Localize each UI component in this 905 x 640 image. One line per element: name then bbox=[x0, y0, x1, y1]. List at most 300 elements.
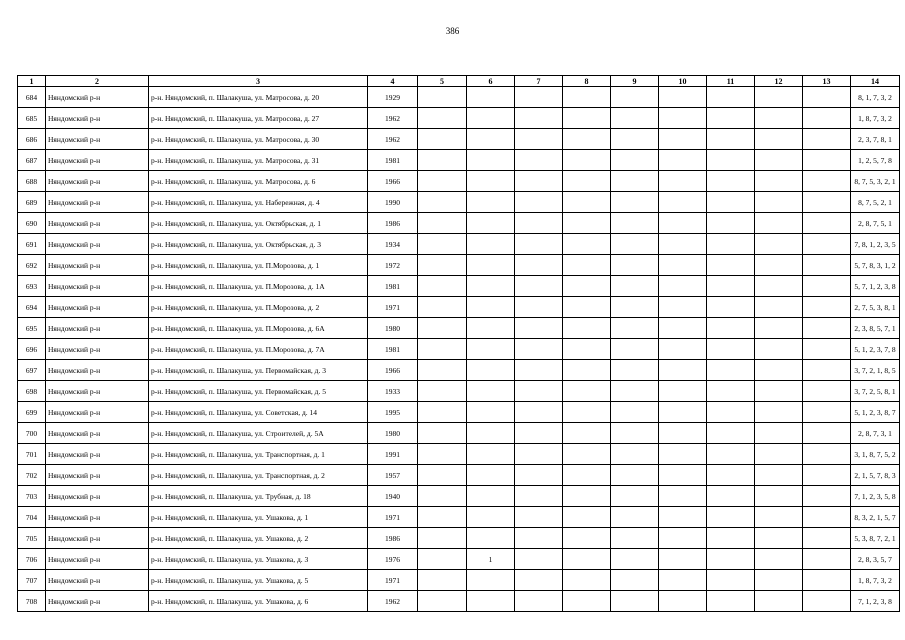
column-10-cell bbox=[659, 444, 707, 465]
column-9-cell bbox=[611, 528, 659, 549]
code-cell: 8, 3, 2, 1, 5, 7 bbox=[851, 507, 900, 528]
column-7-cell bbox=[515, 276, 563, 297]
column-6-cell bbox=[467, 255, 515, 276]
column-7-cell bbox=[515, 528, 563, 549]
column-8-cell bbox=[563, 318, 611, 339]
column-9-cell bbox=[611, 465, 659, 486]
table-row bbox=[18, 570, 900, 591]
year-cell: 1980 bbox=[368, 423, 418, 444]
table-row bbox=[18, 276, 900, 297]
column-7-cell bbox=[515, 297, 563, 318]
table-row bbox=[18, 234, 900, 255]
year-cell: 1976 bbox=[368, 549, 418, 570]
address-cell: р-н. Няндомский, п. Шалакуша, ул. Матросова, д. 31 bbox=[149, 150, 368, 171]
page-number: 386 bbox=[445, 26, 460, 36]
row-number-cell: 689 bbox=[18, 192, 46, 213]
column-header: 2 bbox=[46, 76, 149, 87]
year-cell: 1962 bbox=[368, 108, 418, 129]
code-cell: 7, 1, 2, 3, 8 bbox=[851, 591, 900, 612]
column-12-cell bbox=[755, 276, 803, 297]
column-12-cell bbox=[755, 465, 803, 486]
table-row bbox=[18, 402, 900, 423]
column-9-cell bbox=[611, 129, 659, 150]
column-7-cell bbox=[515, 150, 563, 171]
column-13-cell bbox=[803, 402, 851, 423]
column-12-cell bbox=[755, 486, 803, 507]
table-row bbox=[18, 339, 900, 360]
column-9-cell bbox=[611, 234, 659, 255]
column-7-cell bbox=[515, 108, 563, 129]
column-8-cell bbox=[563, 297, 611, 318]
column-header: 14 bbox=[851, 76, 900, 87]
table-row bbox=[18, 465, 900, 486]
column-7-cell bbox=[515, 318, 563, 339]
column-13-cell bbox=[803, 171, 851, 192]
column-6-cell bbox=[467, 465, 515, 486]
code-cell: 8, 1, 7, 3, 2 bbox=[851, 87, 900, 108]
column-12-cell bbox=[755, 591, 803, 612]
address-cell: р-н. Няндомский, п. Шалакуша, ул. Транспортная, д. 1 bbox=[149, 444, 368, 465]
year-cell: 1981 bbox=[368, 339, 418, 360]
year-cell: 1929 bbox=[368, 87, 418, 108]
row-number-cell: 703 bbox=[18, 486, 46, 507]
code-cell: 3, 7, 2, 5, 8, 1 bbox=[851, 381, 900, 402]
column-12-cell bbox=[755, 402, 803, 423]
column-12-cell bbox=[755, 549, 803, 570]
column-5-cell bbox=[418, 528, 467, 549]
district-cell: Няндомский р-н bbox=[46, 507, 149, 528]
address-cell: р-н. Няндомский, п. Шалакуша, ул. Ушакова, д. 1 bbox=[149, 507, 368, 528]
column-13-cell bbox=[803, 318, 851, 339]
column-8-cell bbox=[563, 570, 611, 591]
code-cell: 8, 7, 5, 3, 2, 1 bbox=[851, 171, 900, 192]
column-5-cell bbox=[418, 129, 467, 150]
column-10-cell bbox=[659, 87, 707, 108]
column-11-cell bbox=[707, 444, 755, 465]
address-cell: р-н. Няндомский, п. Шалакуша, ул. Советская, д. 14 bbox=[149, 402, 368, 423]
table-row bbox=[18, 318, 900, 339]
column-9-cell bbox=[611, 507, 659, 528]
header-row bbox=[18, 76, 900, 87]
column-7-cell bbox=[515, 255, 563, 276]
column-5-cell bbox=[418, 297, 467, 318]
column-12-cell bbox=[755, 108, 803, 129]
district-cell: Няндомский р-н bbox=[46, 444, 149, 465]
column-7-cell bbox=[515, 381, 563, 402]
column-12-cell bbox=[755, 381, 803, 402]
table-row bbox=[18, 87, 900, 108]
column-5-cell bbox=[418, 381, 467, 402]
column-7-cell bbox=[515, 444, 563, 465]
column-13-cell bbox=[803, 213, 851, 234]
year-cell: 1981 bbox=[368, 276, 418, 297]
column-9-cell bbox=[611, 570, 659, 591]
column-9-cell bbox=[611, 549, 659, 570]
column-8-cell bbox=[563, 150, 611, 171]
row-number-cell: 698 bbox=[18, 381, 46, 402]
column-5-cell bbox=[418, 255, 467, 276]
address-cell: р-н. Няндомский, п. Шалакуша, ул. Октябрьская, д. 1 bbox=[149, 213, 368, 234]
column-12-cell bbox=[755, 192, 803, 213]
address-cell: р-н. Няндомский, п. Шалакуша, ул. Матросова, д. 6 bbox=[149, 171, 368, 192]
column-10-cell bbox=[659, 234, 707, 255]
column-6-cell bbox=[467, 381, 515, 402]
table-row bbox=[18, 549, 900, 570]
column-5-cell bbox=[418, 402, 467, 423]
column-7-cell bbox=[515, 171, 563, 192]
address-cell: р-н. Няндомский, п. Шалакуша, ул. Первомайская, д. 5 bbox=[149, 381, 368, 402]
column-9-cell bbox=[611, 87, 659, 108]
address-cell: р-н. Няндомский, п. Шалакуша, ул. Ушакова, д. 3 bbox=[149, 549, 368, 570]
code-cell: 2, 3, 7, 8, 1 bbox=[851, 129, 900, 150]
column-5-cell bbox=[418, 423, 467, 444]
address-cell: р-н. Няндомский, п. Шалакуша, ул. Транспортная, д. 2 bbox=[149, 465, 368, 486]
column-6-cell bbox=[467, 507, 515, 528]
housing-registry-table bbox=[17, 75, 900, 612]
column-8-cell bbox=[563, 591, 611, 612]
column-header: 5 bbox=[418, 76, 467, 87]
address-cell: р-н. Няндомский, п. Шалакуша, ул. Ушакова, д. 6 bbox=[149, 591, 368, 612]
column-9-cell bbox=[611, 444, 659, 465]
column-12-cell bbox=[755, 360, 803, 381]
column-9-cell bbox=[611, 108, 659, 129]
year-cell: 1981 bbox=[368, 150, 418, 171]
district-cell: Няндомский р-н bbox=[46, 150, 149, 171]
district-cell: Няндомский р-н bbox=[46, 528, 149, 549]
year-cell: 1990 bbox=[368, 192, 418, 213]
year-cell: 1971 bbox=[368, 507, 418, 528]
column-11-cell bbox=[707, 192, 755, 213]
column-13-cell bbox=[803, 108, 851, 129]
column-9-cell bbox=[611, 192, 659, 213]
address-cell: р-н. Няндомский, п. Шалакуша, ул. П.Морозова, д. 1 bbox=[149, 255, 368, 276]
address-cell: р-н. Няндомский, п. Шалакуша, ул. Строителей, д. 5А bbox=[149, 423, 368, 444]
year-cell: 1966 bbox=[368, 171, 418, 192]
district-cell: Няндомский р-н bbox=[46, 318, 149, 339]
column-9-cell bbox=[611, 150, 659, 171]
year-cell: 1934 bbox=[368, 234, 418, 255]
column-9-cell bbox=[611, 318, 659, 339]
table-body bbox=[18, 87, 900, 612]
column-5-cell bbox=[418, 213, 467, 234]
address-cell: р-н. Няндомский, п. Шалакуша, ул. П.Морозова, д. 1А bbox=[149, 276, 368, 297]
column-6-cell bbox=[467, 360, 515, 381]
year-cell: 1986 bbox=[368, 528, 418, 549]
column-11-cell bbox=[707, 360, 755, 381]
code-cell: 1, 8, 7, 3, 2 bbox=[851, 570, 900, 591]
column-header: 1 bbox=[18, 76, 46, 87]
column-7-cell bbox=[515, 486, 563, 507]
table-row bbox=[18, 213, 900, 234]
column-header: 8 bbox=[563, 76, 611, 87]
column-header: 9 bbox=[611, 76, 659, 87]
column-10-cell bbox=[659, 507, 707, 528]
district-cell: Няндомский р-н bbox=[46, 486, 149, 507]
column-11-cell bbox=[707, 234, 755, 255]
column-10-cell bbox=[659, 465, 707, 486]
column-5-cell bbox=[418, 171, 467, 192]
column-11-cell bbox=[707, 276, 755, 297]
column-8-cell bbox=[563, 192, 611, 213]
column-10-cell bbox=[659, 591, 707, 612]
column-5-cell bbox=[418, 570, 467, 591]
year-cell: 1971 bbox=[368, 570, 418, 591]
column-5-cell bbox=[418, 465, 467, 486]
year-cell: 1986 bbox=[368, 213, 418, 234]
row-number-cell: 697 bbox=[18, 360, 46, 381]
column-header: 4 bbox=[368, 76, 418, 87]
column-5-cell bbox=[418, 318, 467, 339]
column-7-cell bbox=[515, 507, 563, 528]
year-cell: 1957 bbox=[368, 465, 418, 486]
address-cell: р-н. Няндомский, п. Шалакуша, ул. Матросова, д. 20 bbox=[149, 87, 368, 108]
column-6-cell bbox=[467, 276, 515, 297]
district-cell: Няндомский р-н bbox=[46, 213, 149, 234]
column-10-cell bbox=[659, 297, 707, 318]
address-cell: р-н. Няндомский, п. Шалакуша, ул. Матросова, д. 27 bbox=[149, 108, 368, 129]
district-cell: Няндомский р-н bbox=[46, 570, 149, 591]
column-5-cell bbox=[418, 234, 467, 255]
column-9-cell bbox=[611, 591, 659, 612]
column-8-cell bbox=[563, 87, 611, 108]
column-12-cell bbox=[755, 87, 803, 108]
row-number-cell: 686 bbox=[18, 129, 46, 150]
column-13-cell bbox=[803, 591, 851, 612]
column-12-cell bbox=[755, 129, 803, 150]
column-11-cell bbox=[707, 591, 755, 612]
column-6-cell bbox=[467, 213, 515, 234]
row-number-cell: 708 bbox=[18, 591, 46, 612]
column-8-cell bbox=[563, 108, 611, 129]
column-8-cell bbox=[563, 486, 611, 507]
column-6-cell bbox=[467, 444, 515, 465]
column-7-cell bbox=[515, 213, 563, 234]
column-9-cell bbox=[611, 297, 659, 318]
column-10-cell bbox=[659, 360, 707, 381]
column-8-cell bbox=[563, 276, 611, 297]
column-10-cell bbox=[659, 276, 707, 297]
row-number-cell: 707 bbox=[18, 570, 46, 591]
column-13-cell bbox=[803, 129, 851, 150]
district-cell: Няндомский р-н bbox=[46, 423, 149, 444]
district-cell: Няндомский р-н bbox=[46, 234, 149, 255]
column-11-cell bbox=[707, 255, 755, 276]
column-6-cell bbox=[467, 318, 515, 339]
column-8-cell bbox=[563, 507, 611, 528]
column-12-cell bbox=[755, 528, 803, 549]
column-6-cell bbox=[467, 402, 515, 423]
code-cell: 2, 1, 5, 7, 8, 3 bbox=[851, 465, 900, 486]
row-number-cell: 688 bbox=[18, 171, 46, 192]
column-11-cell bbox=[707, 528, 755, 549]
column-header: 7 bbox=[515, 76, 563, 87]
code-cell: 2, 8, 7, 5, 1 bbox=[851, 213, 900, 234]
column-12-cell bbox=[755, 570, 803, 591]
code-cell: 2, 8, 3, 5, 7 bbox=[851, 549, 900, 570]
code-cell: 2, 3, 8, 5, 7, 1 bbox=[851, 318, 900, 339]
row-number-cell: 695 bbox=[18, 318, 46, 339]
column-10-cell bbox=[659, 402, 707, 423]
row-number-cell: 701 bbox=[18, 444, 46, 465]
column-7-cell bbox=[515, 465, 563, 486]
row-number-cell: 702 bbox=[18, 465, 46, 486]
column-13-cell bbox=[803, 507, 851, 528]
column-7-cell bbox=[515, 591, 563, 612]
column-7-cell bbox=[515, 402, 563, 423]
column-5-cell bbox=[418, 507, 467, 528]
column-11-cell bbox=[707, 486, 755, 507]
column-10-cell bbox=[659, 549, 707, 570]
code-cell: 5, 1, 2, 3, 8, 7 bbox=[851, 402, 900, 423]
column-6-cell bbox=[467, 591, 515, 612]
column-7-cell bbox=[515, 129, 563, 150]
column-7-cell bbox=[515, 360, 563, 381]
address-cell: р-н. Няндомский, п. Шалакуша, ул. Октябрьская, д. 3 bbox=[149, 234, 368, 255]
column-5-cell bbox=[418, 276, 467, 297]
district-cell: Няндомский р-н bbox=[46, 297, 149, 318]
column-6-cell bbox=[467, 423, 515, 444]
column-8-cell bbox=[563, 171, 611, 192]
column-13-cell bbox=[803, 570, 851, 591]
code-cell: 7, 1, 2, 3, 5, 8 bbox=[851, 486, 900, 507]
year-cell: 1995 bbox=[368, 402, 418, 423]
column-5-cell bbox=[418, 87, 467, 108]
column-10-cell bbox=[659, 318, 707, 339]
column-8-cell bbox=[563, 255, 611, 276]
column-12-cell bbox=[755, 213, 803, 234]
year-cell: 1966 bbox=[368, 360, 418, 381]
column-6-cell bbox=[467, 171, 515, 192]
code-cell: 8, 7, 5, 2, 1 bbox=[851, 192, 900, 213]
column-10-cell bbox=[659, 213, 707, 234]
column-11-cell bbox=[707, 150, 755, 171]
district-cell: Няндомский р-н bbox=[46, 108, 149, 129]
column-11-cell bbox=[707, 381, 755, 402]
column-8-cell bbox=[563, 549, 611, 570]
column-13-cell bbox=[803, 444, 851, 465]
row-number-cell: 684 bbox=[18, 87, 46, 108]
column-11-cell bbox=[707, 297, 755, 318]
column-8-cell bbox=[563, 381, 611, 402]
column-8-cell bbox=[563, 339, 611, 360]
column-10-cell bbox=[659, 108, 707, 129]
column-6-cell bbox=[467, 234, 515, 255]
year-cell: 1940 bbox=[368, 486, 418, 507]
table-row bbox=[18, 150, 900, 171]
column-13-cell bbox=[803, 276, 851, 297]
column-12-cell bbox=[755, 339, 803, 360]
column-13-cell bbox=[803, 465, 851, 486]
column-13-cell bbox=[803, 486, 851, 507]
column-12-cell bbox=[755, 423, 803, 444]
column-6-cell bbox=[467, 297, 515, 318]
column-8-cell bbox=[563, 465, 611, 486]
row-number-cell: 699 bbox=[18, 402, 46, 423]
column-7-cell bbox=[515, 339, 563, 360]
column-12-cell bbox=[755, 150, 803, 171]
column-header: 11 bbox=[707, 76, 755, 87]
table-row bbox=[18, 360, 900, 381]
table-row bbox=[18, 591, 900, 612]
column-13-cell bbox=[803, 381, 851, 402]
district-cell: Няндомский р-н bbox=[46, 360, 149, 381]
column-10-cell bbox=[659, 171, 707, 192]
column-7-cell bbox=[515, 549, 563, 570]
column-12-cell bbox=[755, 318, 803, 339]
column-11-cell bbox=[707, 87, 755, 108]
district-cell: Няндомский р-н bbox=[46, 87, 149, 108]
year-cell: 1962 bbox=[368, 591, 418, 612]
column-13-cell bbox=[803, 549, 851, 570]
column-13-cell bbox=[803, 297, 851, 318]
column-13-cell bbox=[803, 339, 851, 360]
table-row bbox=[18, 171, 900, 192]
row-number-cell: 685 bbox=[18, 108, 46, 129]
code-cell: 7, 8, 1, 2, 3, 5 bbox=[851, 234, 900, 255]
year-cell: 1972 bbox=[368, 255, 418, 276]
column-header: 6 bbox=[467, 76, 515, 87]
code-cell: 1, 8, 7, 3, 2 bbox=[851, 108, 900, 129]
code-cell: 2, 7, 5, 3, 8, 1 bbox=[851, 297, 900, 318]
column-12-cell bbox=[755, 171, 803, 192]
column-9-cell bbox=[611, 423, 659, 444]
column-13-cell bbox=[803, 423, 851, 444]
address-cell: р-н. Няндомский, п. Шалакуша, ул. П.Морозова, д. 2 bbox=[149, 297, 368, 318]
district-cell: Няндомский р-н bbox=[46, 276, 149, 297]
column-10-cell bbox=[659, 381, 707, 402]
column-9-cell bbox=[611, 339, 659, 360]
column-6-cell: 1 bbox=[467, 549, 515, 570]
code-cell: 5, 3, 8, 7, 2, 1 bbox=[851, 528, 900, 549]
column-13-cell bbox=[803, 360, 851, 381]
code-cell: 5, 7, 1, 2, 3, 8 bbox=[851, 276, 900, 297]
column-12-cell bbox=[755, 444, 803, 465]
district-cell: Няндомский р-н bbox=[46, 465, 149, 486]
table-row bbox=[18, 297, 900, 318]
district-cell: Няндомский р-н bbox=[46, 171, 149, 192]
column-8-cell bbox=[563, 402, 611, 423]
column-5-cell bbox=[418, 192, 467, 213]
column-header: 3 bbox=[149, 76, 368, 87]
table-row bbox=[18, 108, 900, 129]
district-cell: Няндомский р-н bbox=[46, 129, 149, 150]
address-cell: р-н. Няндомский, п. Шалакуша, ул. П.Морозова, д. 7А bbox=[149, 339, 368, 360]
table-row bbox=[18, 486, 900, 507]
row-number-cell: 704 bbox=[18, 507, 46, 528]
column-7-cell bbox=[515, 234, 563, 255]
column-5-cell bbox=[418, 444, 467, 465]
year-cell: 1971 bbox=[368, 297, 418, 318]
column-6-cell bbox=[467, 87, 515, 108]
column-11-cell bbox=[707, 339, 755, 360]
address-cell: р-н. Няндомский, п. Шалакуша, ул. П.Морозова, д. 6А bbox=[149, 318, 368, 339]
column-9-cell bbox=[611, 213, 659, 234]
table-row bbox=[18, 381, 900, 402]
row-number-cell: 706 bbox=[18, 549, 46, 570]
column-10-cell bbox=[659, 339, 707, 360]
table-row bbox=[18, 255, 900, 276]
year-cell: 1980 bbox=[368, 318, 418, 339]
year-cell: 1933 bbox=[368, 381, 418, 402]
column-12-cell bbox=[755, 234, 803, 255]
address-cell: р-н. Няндомский, п. Шалакуша, ул. Ушакова, д. 2 bbox=[149, 528, 368, 549]
table-row bbox=[18, 129, 900, 150]
district-cell: Няндомский р-н bbox=[46, 339, 149, 360]
column-11-cell bbox=[707, 129, 755, 150]
column-10-cell bbox=[659, 570, 707, 591]
column-5-cell bbox=[418, 150, 467, 171]
district-cell: Няндомский р-н bbox=[46, 402, 149, 423]
